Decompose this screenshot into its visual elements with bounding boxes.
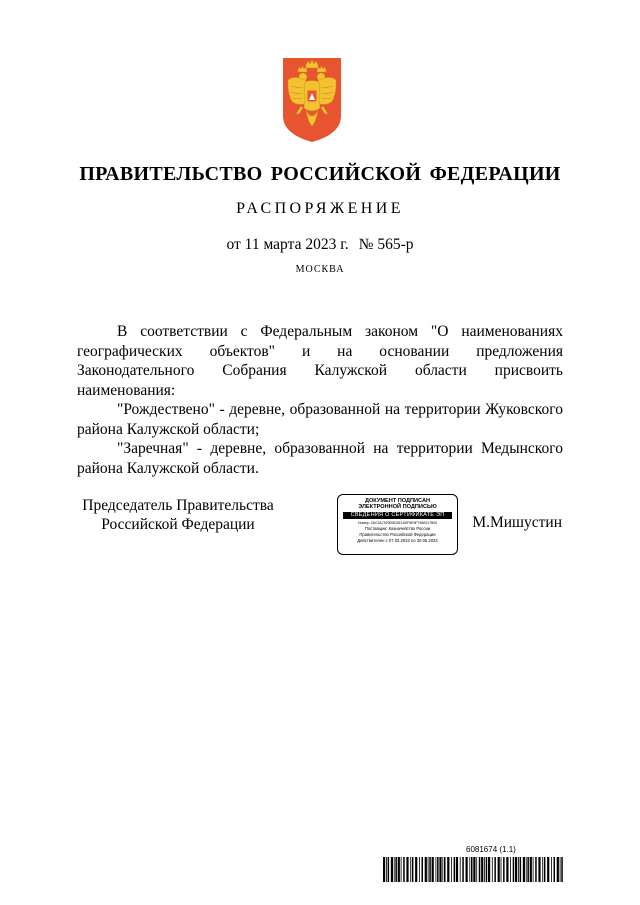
document-body: [77, 322, 563, 478]
signer-position-line: Российской Федерации: [101, 516, 255, 533]
stamp-title: ЭЛЕКТРОННОЙ ПОДПИСЬЮ: [358, 504, 437, 511]
stamp-issuer: Поставщик: Казначейство России: [364, 526, 431, 532]
electronic-signature-stamp: [337, 494, 458, 555]
body-paragraph: "Рождествено" - деревне, образованной на территории Жуковского района Калужской области;: [77, 401, 563, 438]
stamp-serial: Номер: 2AC2A7929D5D3E1A0F5E9F7560017800: [357, 521, 438, 526]
government-title: ПРАВИТЕЛЬСТВО РОССИЙСКОЙ ФЕДЕРАЦИИ: [79, 163, 561, 185]
document-code: 6081674 (1.1): [466, 845, 516, 854]
barcode-icon: [383, 857, 563, 882]
stamp-issuer: Правительство Российской Федерации: [359, 531, 436, 537]
stamp-validity: Действителен с 07.03.2023 по 30.05.2024: [357, 537, 438, 543]
document-date-line: [0, 236, 640, 254]
signer-name: М.Мишустин: [472, 514, 562, 531]
stamp-certificate-bar: СВЕДЕНИЯ О СЕРТИФИКАТЕ ЭП: [343, 512, 452, 520]
document-number: № 565-р: [358, 236, 414, 253]
city: МОСКВА: [295, 264, 345, 275]
document-type: РАСПОРЯЖЕНИЕ: [236, 200, 404, 217]
document-date: от 11 марта 2023 г.: [226, 236, 349, 253]
signer-position: [70, 496, 286, 534]
body-paragraph: В соответствии с Федеральным законом "О наименованиях географических объектов" и на основании предложения Законодательного Собрания Калужской области присвоить наименования:: [77, 323, 563, 399]
signer-position-line: Председатель Правительства: [82, 497, 274, 514]
coat-of-arms-icon: [281, 56, 343, 144]
body-paragraph: "Заречная" - деревне, образованной на территории Медынского района Калужской области.: [77, 440, 563, 477]
stamp-title: ДОКУМЕНТ ПОДПИСАН: [364, 498, 431, 504]
